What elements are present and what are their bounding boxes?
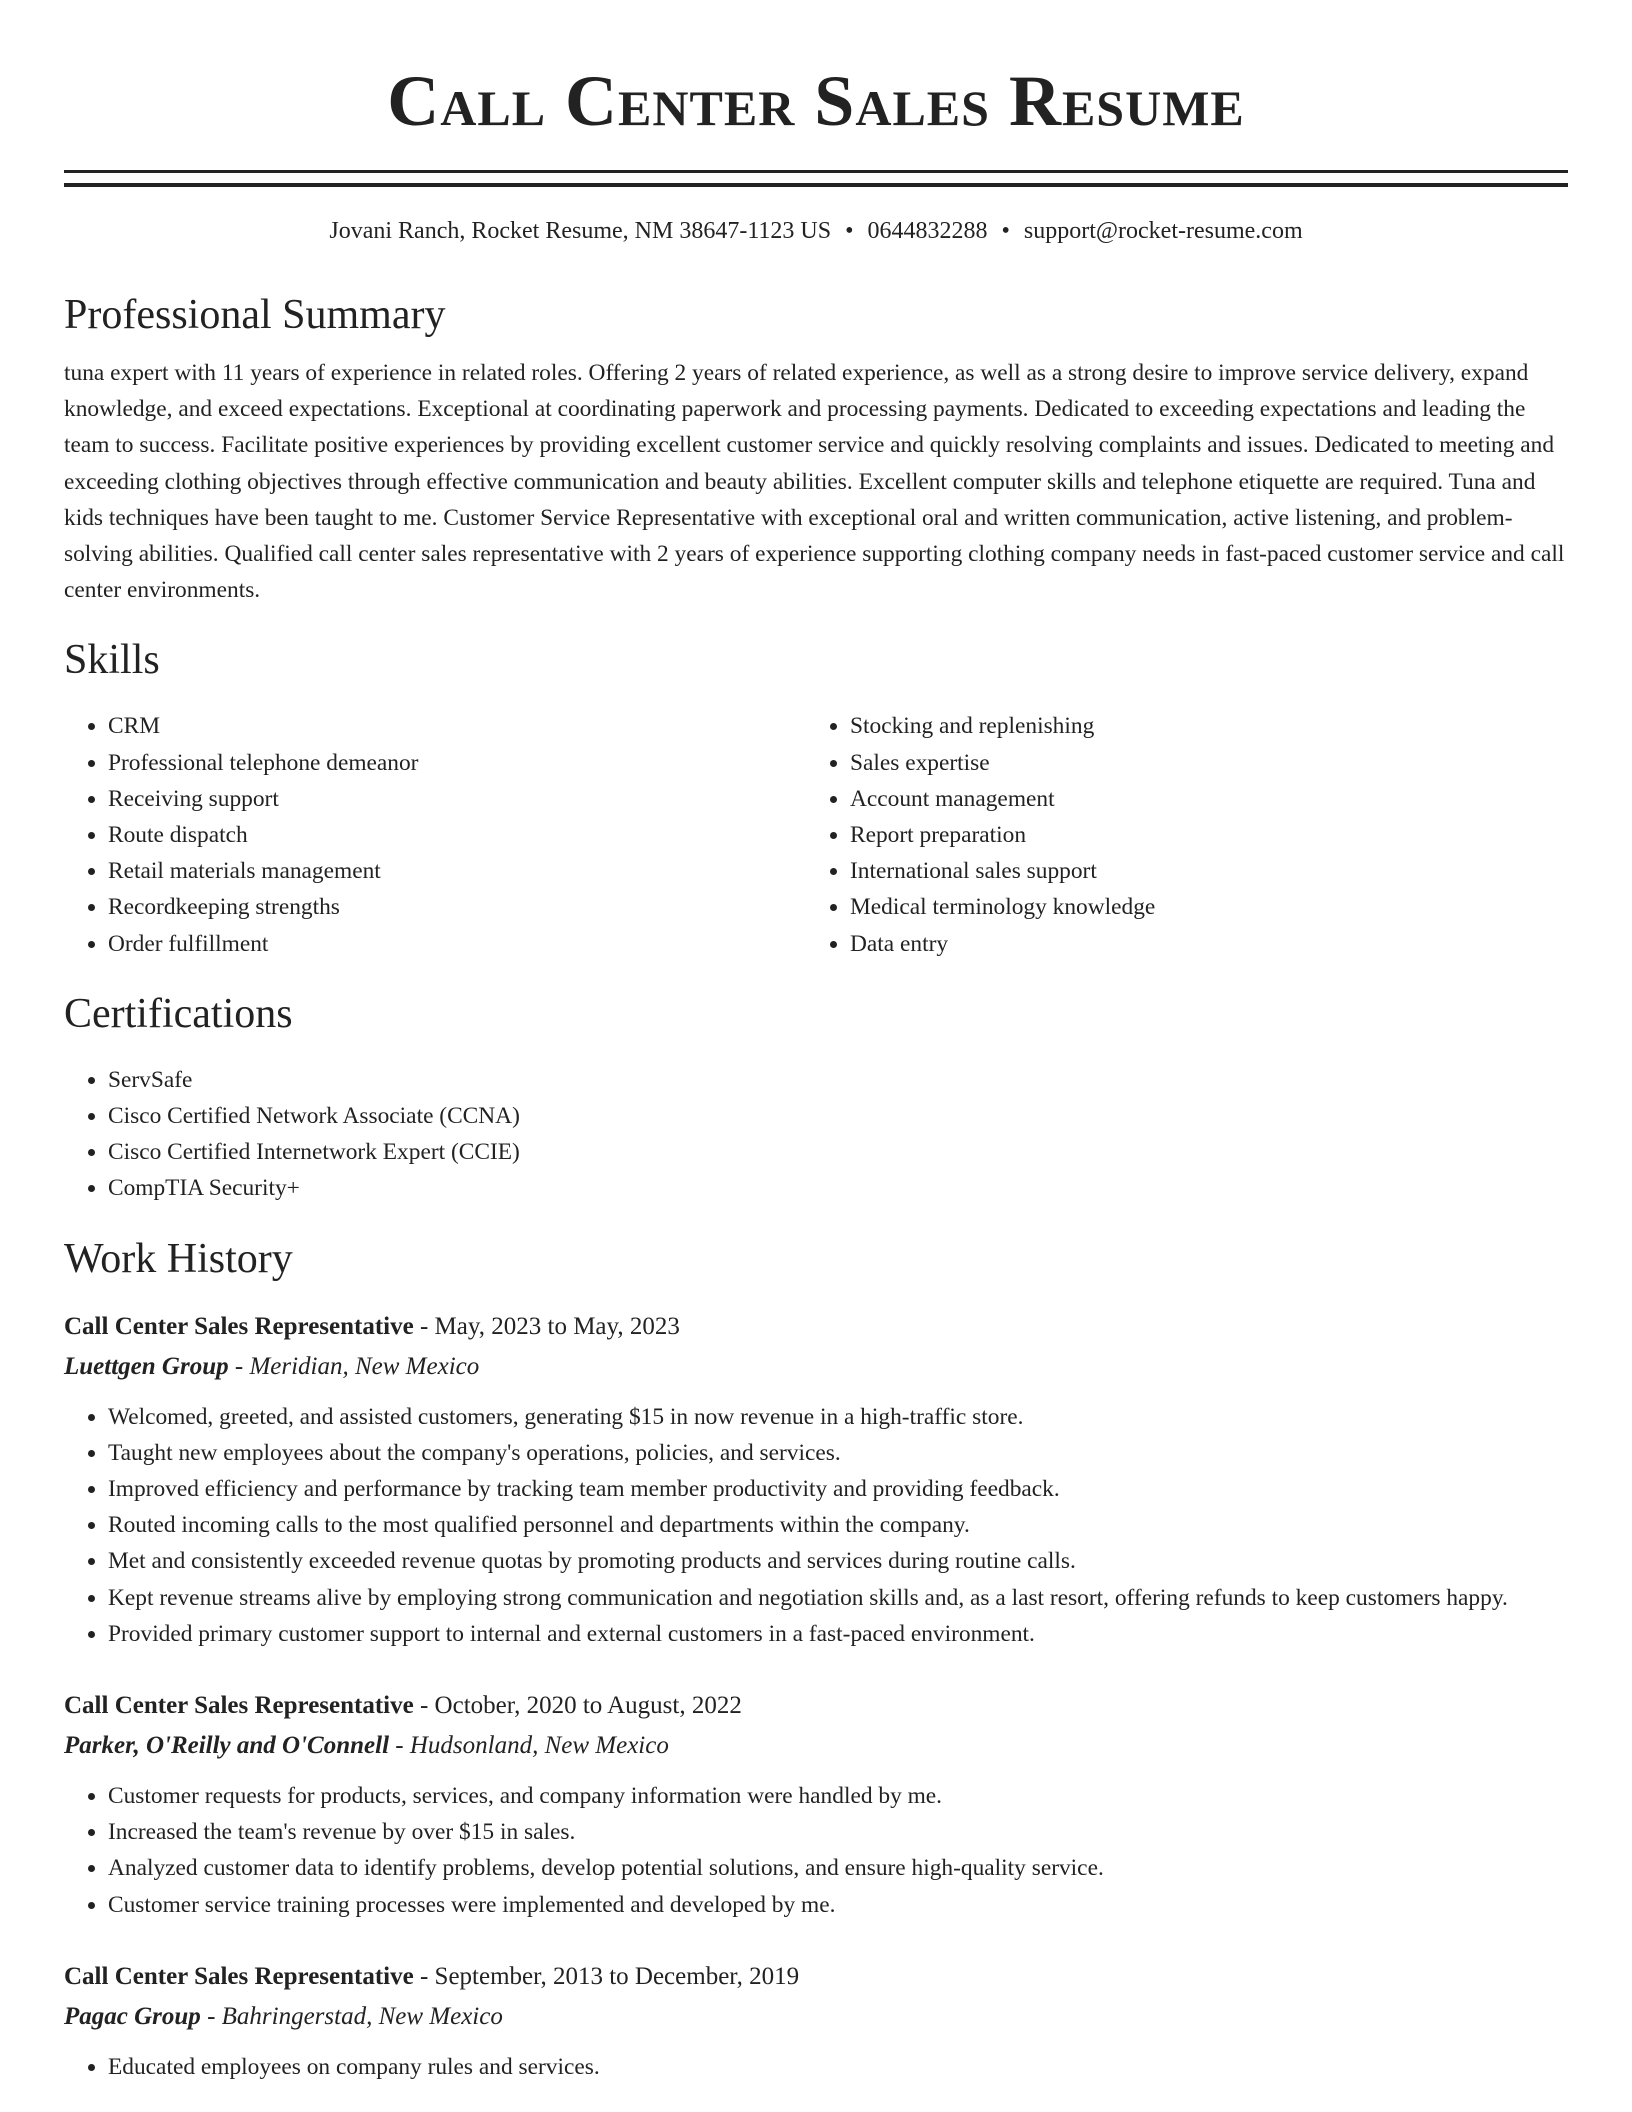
skills-section bbox=[64, 634, 1568, 961]
skills-heading: Skills bbox=[64, 637, 160, 684]
job-duty: • Kept revenue streams alive by employing strong communication and negotiation skills and, as a last resort, offering refunds to keep customers happy. bbox=[108, 1580, 1568, 1616]
contact-phone: 0644832288 bbox=[867, 218, 988, 244]
certifications-section bbox=[64, 988, 1568, 1207]
job-duty: • Increased the team's revenue by over $15 in sales. bbox=[108, 1814, 1568, 1850]
job-title: Call Center Sales Representative bbox=[64, 1692, 414, 1720]
job-entry bbox=[64, 1307, 1568, 1652]
summary-text: tuna expert with 11 years of experience in related roles. Offering 2 years of related experience, as well as a strong desire to improve service delivery, expand knowledge, and exceed expectations. Exceptional at coordinating paperwork and processing payments. Dedicated to exceeding expectations and leading the team to success. Facilitate positive experiences by providing excellent customer service and quickly resolving complaints and issues. Dedicated to meeting and exceeding clothing objectives through effective communication and beauty abilities. Excellent computer skills and telephone etiquette are required. Tuna and kids techniques have been taught to me. Customer Service Representative with exceptional oral and written communication, active listening, and problem-solving abilities. Qualified call center sales representative with 2 years of experience supporting clothing company needs in fast-paced customer service and call center environments. bbox=[64, 360, 1565, 604]
job-duty: • Analyzed customer data to identify problems, develop potential solutions, and ensure high-quality service. bbox=[108, 1850, 1568, 1886]
work-history-section bbox=[64, 1233, 1568, 2085]
job-duty: • Customer requests for products, services, and company information were handled by me. bbox=[108, 1778, 1568, 1814]
job-entry bbox=[64, 1957, 1568, 2085]
certification-item: • Cisco Certified Internetwork Expert (CCIE) bbox=[108, 1134, 1568, 1170]
job-location: Meridian, New Mexico bbox=[249, 1352, 480, 1380]
job-duties-list bbox=[64, 1778, 1568, 1923]
skills-grid bbox=[64, 708, 1568, 961]
job-duties-list bbox=[64, 1399, 1568, 1652]
skills-list-right bbox=[806, 708, 1568, 961]
title-divider bbox=[64, 170, 1568, 187]
job-title-line: Call Center Sales Representative - May, 2023 to May, 2023 bbox=[64, 1312, 680, 1340]
contact-address: Jovani Ranch, Rocket Resume, NM 38647-1123 US bbox=[329, 218, 832, 244]
skill-item: • Account management bbox=[850, 781, 1568, 817]
certification-item: • CompTIA Security+ bbox=[108, 1170, 1568, 1206]
skill-item: • Medical terminology knowledge bbox=[850, 889, 1568, 925]
job-dates: September, 2013 to December, 2019 bbox=[434, 1962, 800, 1990]
job-duty: • Educated employees on company rules and services. bbox=[108, 2049, 1568, 2085]
job-title: Call Center Sales Representative bbox=[64, 1312, 414, 1340]
job-title: Call Center Sales Representative bbox=[64, 1962, 414, 1990]
contact-separator: • bbox=[845, 218, 854, 244]
job-dates: May, 2023 to May, 2023 bbox=[434, 1312, 680, 1340]
summary-heading: Professional Summary bbox=[64, 292, 446, 338]
contact-line bbox=[64, 215, 1568, 247]
skills-column-left bbox=[64, 708, 806, 961]
job-company-line: Pagac Group - Bahringerstad, New Mexico bbox=[64, 2002, 503, 2030]
certification-item: • Cisco Certified Network Associate (CCNA) bbox=[108, 1098, 1568, 1134]
job-location: Hudsonland, New Mexico bbox=[409, 1732, 669, 1760]
skill-item: • Sales expertise bbox=[850, 745, 1568, 781]
skills-column-right bbox=[806, 708, 1568, 961]
job-company-line: Parker, O'Reilly and O'Connell - Hudsonland, New Mexico bbox=[64, 1732, 669, 1760]
job-duty: • Welcomed, greeted, and assisted customers, generating $15 in now revenue in a high-traffic store. bbox=[108, 1399, 1568, 1435]
resume-title: Call Center Sales Resume bbox=[387, 61, 1245, 141]
certification-item: • ServSafe bbox=[108, 1062, 1568, 1098]
job-company: Parker, O'Reilly and O'Connell bbox=[64, 1732, 390, 1760]
job-title-line: Call Center Sales Representative - October, 2020 to August, 2022 bbox=[64, 1692, 742, 1720]
job-duty: • Routed incoming calls to the most qualified personnel and departments within the company. bbox=[108, 1507, 1568, 1543]
skill-item: • Route dispatch bbox=[108, 817, 806, 853]
skills-list-left bbox=[64, 708, 806, 961]
skill-item: • CRM bbox=[108, 708, 806, 744]
job-company: Luettgen Group bbox=[64, 1352, 229, 1380]
job-title-line: Call Center Sales Representative - September, 2013 to December, 2019 bbox=[64, 1962, 800, 1990]
skill-item: • Data entry bbox=[850, 926, 1568, 962]
job-duty: • Improved efficiency and performance by tracking team member productivity and providing feedback. bbox=[108, 1471, 1568, 1507]
skill-item: • Stocking and replenishing bbox=[850, 708, 1568, 744]
skill-item: • Recordkeeping strengths bbox=[108, 889, 806, 925]
certifications-list bbox=[64, 1062, 1568, 1207]
contact-email: support@rocket-resume.com bbox=[1023, 218, 1303, 244]
skill-item: • Order fulfillment bbox=[108, 926, 806, 962]
job-duty: • Taught new employees about the company's operations, policies, and services. bbox=[108, 1435, 1568, 1471]
skill-item: • International sales support bbox=[850, 853, 1568, 889]
job-company-line: Luettgen Group - Meridian, New Mexico bbox=[64, 1352, 480, 1380]
job-company: Pagac Group bbox=[64, 2002, 201, 2030]
job-duty: • Customer service training processes were implemented and developed by me. bbox=[108, 1887, 1568, 1923]
job-entry bbox=[64, 1686, 1568, 1923]
job-duties-list bbox=[64, 2049, 1568, 2085]
job-duty: • Met and consistently exceeded revenue quotas by promoting products and services during routine calls. bbox=[108, 1543, 1568, 1579]
skill-item: • Receiving support bbox=[108, 781, 806, 817]
skill-item: • Report preparation bbox=[850, 817, 1568, 853]
summary-section bbox=[64, 289, 1568, 608]
contact-separator: • bbox=[1001, 218, 1010, 244]
job-duty: • Provided primary customer support to internal and external customers in a fast-paced environment. bbox=[108, 1616, 1568, 1652]
job-location: Bahringerstad, New Mexico bbox=[221, 2002, 503, 2030]
job-dates: October, 2020 to August, 2022 bbox=[434, 1692, 742, 1720]
skill-item: • Retail materials management bbox=[108, 853, 806, 889]
certifications-heading: Certifications bbox=[64, 990, 293, 1037]
work-history-heading: Work History bbox=[64, 1235, 293, 1282]
skill-item: • Professional telephone demeanor bbox=[108, 745, 806, 781]
